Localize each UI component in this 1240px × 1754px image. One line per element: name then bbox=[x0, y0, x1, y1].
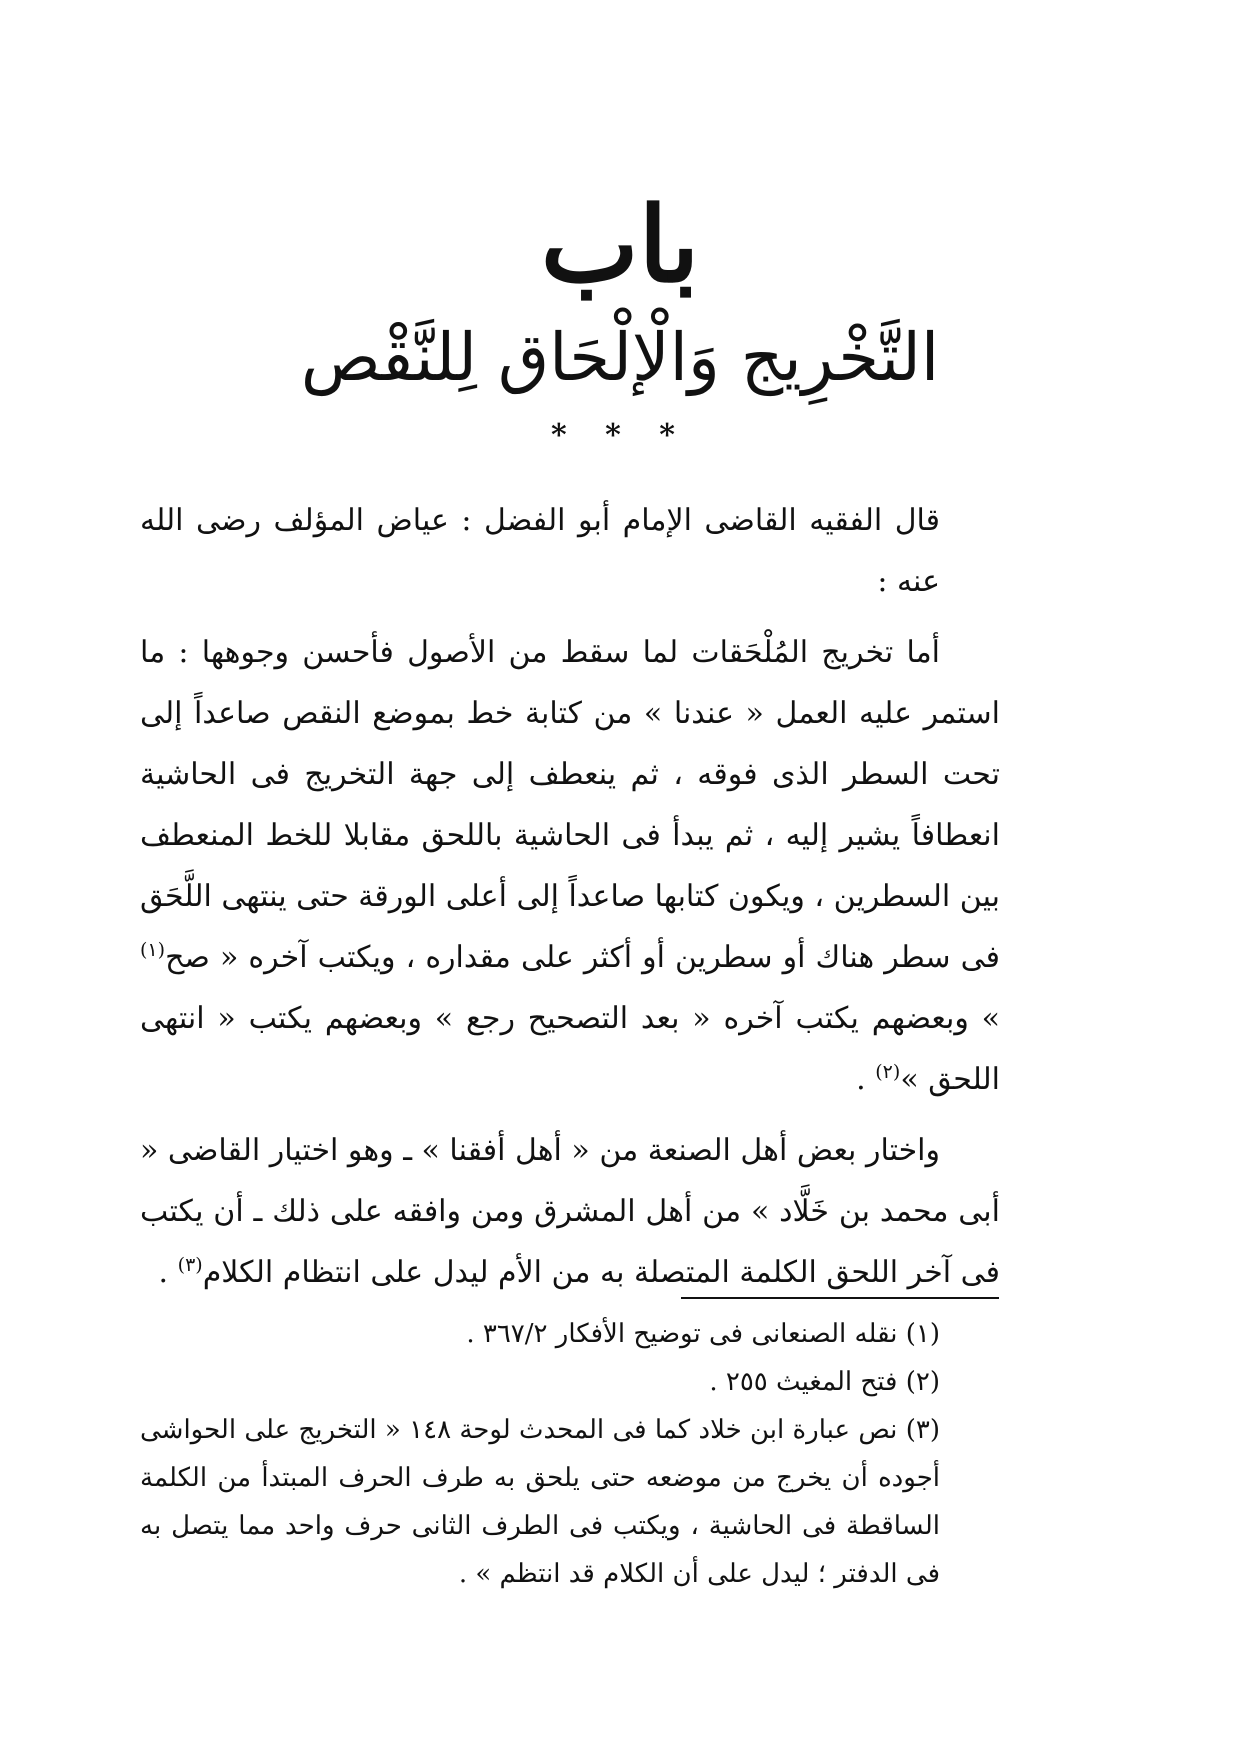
paragraph-2-end: . bbox=[158, 1255, 169, 1290]
footnote-3: (٣) نص عبارة ابن خلاد كما فى المحدث لوحة ١٤٨ « التخريج على الحواشى أجوده أن يخرج من موضعه حتى يلحق به طرف الحرف المبتدأ من الكلمة الساقطة فى الحاشية ، ويكتب فى الطرف الثانى حرف واحد مما يتصل به فى الدفتر ؛ ليدل على أن الكلام قد انتظم » . bbox=[140, 1415, 940, 1589]
footnote-divider bbox=[681, 1297, 999, 1299]
paragraph-2-text: واختار بعض أهل الصنعة من « أهل أفقنا » ـ وهو اختيار القاضى « أبى محمد بن خَلَّاد » من أهل المشرق ومن وافقه على ذلك ـ أن يكتب فى آخر اللحق الكلمة المتصلة به من الأم ليدل على انتظام الكلام bbox=[140, 1133, 1000, 1290]
footnote-ref-3: (٣) bbox=[177, 1254, 203, 1276]
body-text bbox=[140, 490, 1000, 1303]
paragraph-1-cont: » وبعضهم يكتب آخره « بعد التصحيح رجع » وبعضهم يكتب « انتهى اللحق » bbox=[140, 1001, 1000, 1097]
footnotes bbox=[140, 1310, 1000, 1598]
paragraph-1 bbox=[140, 622, 1000, 1110]
paragraph-1-text: أما تخريج المُلْحَقات لما سقط من الأصول فأحسن وجوهها : ما استمر عليه العمل « عندنا » من كتابة خط بموضع النقص صاعداً إلى تحت السطر الذى فوقه ، ثم ينعطف إلى جهة التخريج فى الحاشية انعطافاً يشير إليه ، ثم يبدأ فى الحاشية باللحق مقابلا للخط المنعطف بين السطرين ، ويكون كتابها صاعداً إلى أعلى الورقة حتى ينتهى اللَّحَق فى سطر هناك أو سطرين أو أكثر على مقداره ، ويكتب آخره « صح bbox=[140, 635, 1000, 975]
footnote-ref-1: (١) bbox=[140, 939, 166, 961]
opening-line: قال الفقيه القاضى الإمام أبو الفضل : عياض المؤلف رضى الله عنه : bbox=[140, 503, 940, 599]
footnote-1: (١) نقله الصنعانى فى توضيح الأفكار ٣٦٧/٢ . bbox=[466, 1319, 940, 1349]
footnote-ref-2: (٢) bbox=[875, 1061, 901, 1083]
section-separator: * * * bbox=[551, 418, 689, 453]
paragraph-2 bbox=[140, 1120, 1000, 1303]
chapter-title: باب bbox=[540, 183, 700, 306]
paragraph-1-end: . bbox=[856, 1062, 866, 1097]
chapter-subtitle: التَّخْرِيج وَالْإلْحَاق لِلنَّقْص bbox=[300, 319, 940, 396]
footnote-2: (٢) فتح المغيث ٢٥٥ . bbox=[709, 1367, 940, 1397]
